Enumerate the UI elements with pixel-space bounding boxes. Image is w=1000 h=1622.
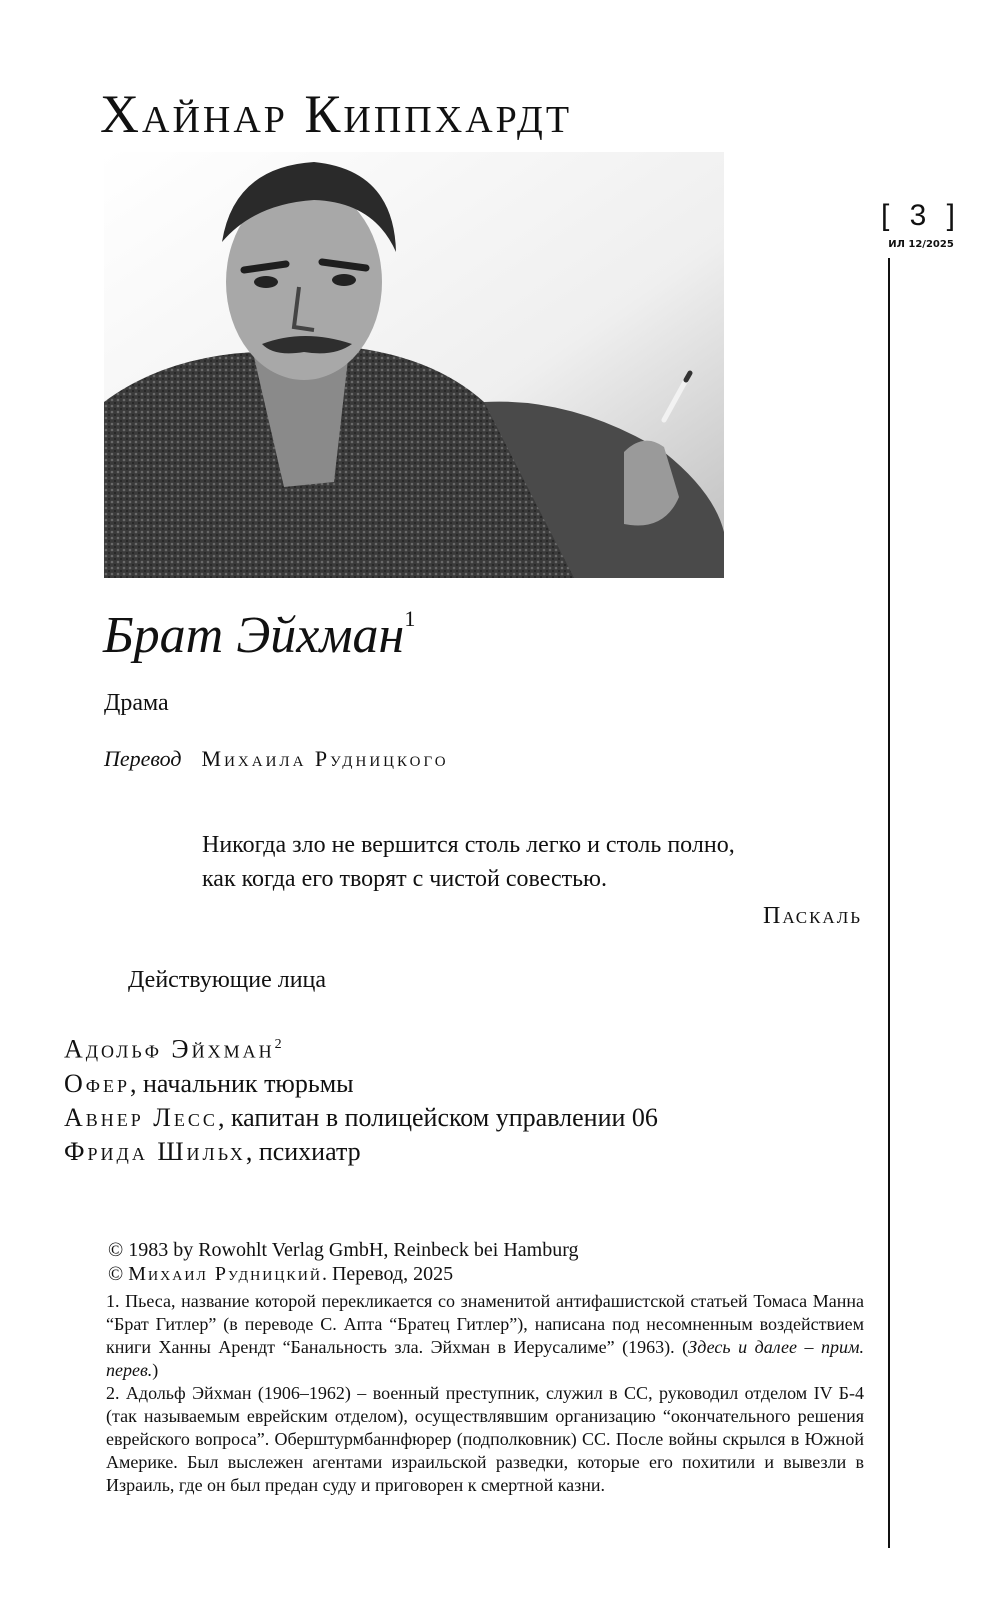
play-title <box>103 588 415 667</box>
translator-label: Перевод <box>104 746 182 771</box>
portrait-drawing <box>104 152 724 578</box>
copyright-translator-name: Михаил Рудницкий <box>128 1263 322 1285</box>
cast-list <box>64 1028 884 1169</box>
copyright-block <box>108 1238 868 1286</box>
character-name: Авнер Лесс <box>64 1102 218 1132</box>
translator-name: Михаила Рудницкого <box>201 746 449 771</box>
footnote-ref-1: 1 <box>404 606 416 631</box>
cast-item <box>64 1028 884 1067</box>
author-portrait <box>104 152 724 578</box>
character-name: Офер <box>64 1068 131 1098</box>
epigraph-line: как когда его творят с чистой совестью. <box>202 866 607 892</box>
play-title-text: Брат Эйхман <box>103 607 405 664</box>
epigraph-line: Никогда зло не вершится столь легко и столь полно, <box>202 832 735 858</box>
genre-label: Драма <box>104 690 169 716</box>
copyright-year: . Перевод, 2025 <box>321 1263 454 1285</box>
issue-label: ИЛ 12/2025 <box>888 239 954 250</box>
epigraph <box>202 828 862 896</box>
footnote-ref-2: 2 <box>274 1037 282 1052</box>
author-name: Хайнар Киппхардт <box>100 84 573 144</box>
cast-item <box>64 1101 884 1135</box>
character-name: Адольф Эйхман <box>64 1034 275 1064</box>
character-role: , капитан в полицейском управлении 06 <box>217 1102 658 1132</box>
footnotes <box>106 1290 864 1497</box>
margin-rule <box>888 258 890 1548</box>
copyright-publisher: © 1983 by Rowohlt Verlag GmbH, Reinbeck bei Hamburg <box>108 1239 579 1261</box>
footnote-1-note: Здесь и далее – прим. перев. <box>106 1337 864 1380</box>
cast-item <box>64 1067 884 1101</box>
page-marker <box>876 198 966 252</box>
footnote-1 <box>106 1290 864 1382</box>
footnote-1-close: ) <box>152 1360 159 1380</box>
footnote-2: 2. Адольф Эйхман (1906–1962) – военный преступник, служил в СС, руководил отделом IV Б-4 (так называемым еврейским отделом), осуществлявшим организацию “окончательного решения еврейского вопроса”. Оберштурмбаннфюрер (подполковник) СС. После войны скрылся в Южной Америке. Был выслежен агентами израильской разведки, которые его похитили и вывезли в Израиль, где он был предан суду и приговорен к смертной казни. <box>106 1383 864 1495</box>
translator-credit <box>104 746 449 772</box>
copyright-translation <box>108 1262 868 1286</box>
cast-heading: Действующие лица <box>128 967 327 993</box>
character-name: Фрида Шильх <box>64 1136 246 1166</box>
footnote-1-text: 1. Пьеса, название которой перекликается со знаменитой антифашистской статьей Томаса Манна “Брат Гитлер” (в переводе С. Апта “Братец Гитлер”), написана под несомненным воздействием книги Ханны Арендт “Банальность зла. Эйхман в Иерусалиме” (1963). ( <box>106 1291 864 1357</box>
character-role: , психиатр <box>245 1136 361 1166</box>
cast-item <box>64 1135 884 1169</box>
epigraph-author: Паскаль <box>762 903 862 929</box>
copyright-sign: © <box>108 1263 129 1285</box>
character-role: , начальник тюрьмы <box>130 1068 354 1098</box>
page-number: [ 3 ] <box>880 199 962 232</box>
